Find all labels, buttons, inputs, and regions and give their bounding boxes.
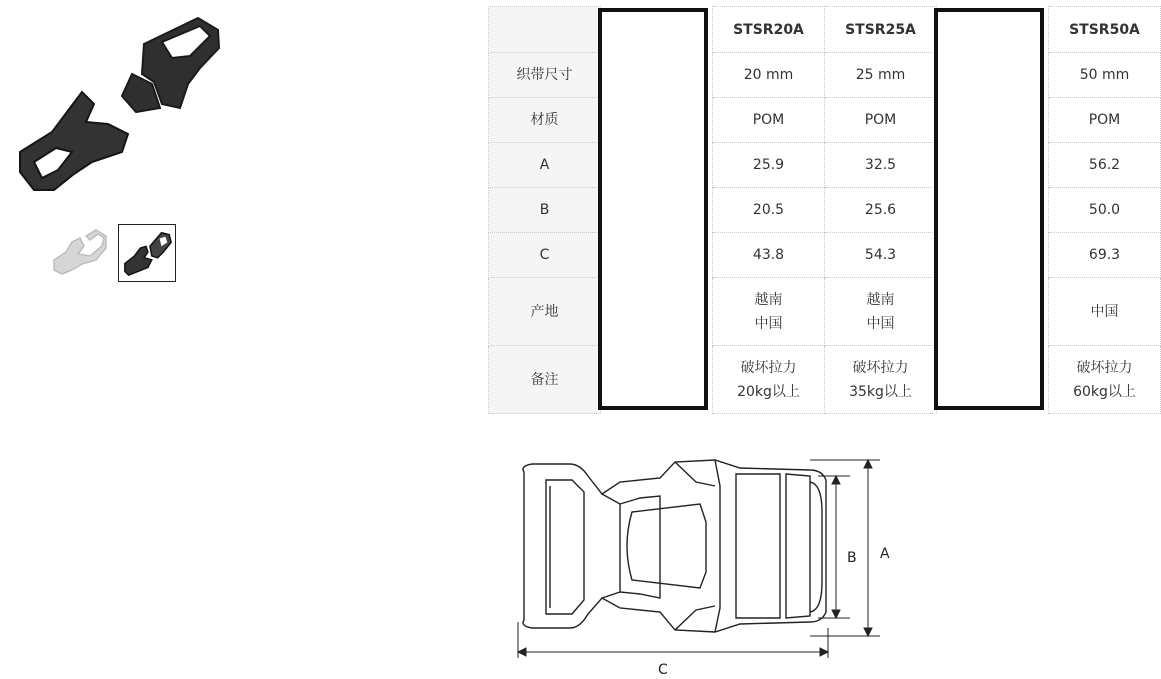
spec-table	[488, 6, 1161, 414]
table-cell: 50 mm	[1049, 53, 1161, 98]
table-row	[489, 346, 1161, 414]
table-cell	[937, 233, 1049, 278]
table-cell: POM	[825, 98, 937, 143]
thumbnail-1[interactable]	[50, 224, 108, 282]
table-cell: 32.5	[825, 143, 937, 188]
row-label: A	[489, 143, 601, 188]
table-cell	[937, 346, 1049, 414]
table-row	[489, 143, 1161, 188]
table-cell: 43.8	[713, 233, 825, 278]
note-line-2: 20kg以上	[737, 383, 800, 400]
table-cell	[601, 188, 713, 233]
row-label: C	[489, 233, 601, 278]
row-label: 备注	[489, 346, 601, 414]
spec-table-container	[488, 6, 1160, 413]
origin-line-1: 越南	[866, 291, 895, 308]
table-cell	[1049, 346, 1161, 414]
note-line-2: 60kg以上	[1073, 383, 1136, 400]
buckle-outline	[523, 460, 826, 632]
table-header-row	[489, 7, 1161, 53]
table-cell: 25.6	[825, 188, 937, 233]
table-cell	[601, 278, 713, 346]
note-line-1: 破坏拉力	[1076, 359, 1133, 376]
table-cell: 69.3	[1049, 233, 1161, 278]
dimension-label-b: B	[847, 550, 857, 566]
table-cell	[601, 98, 713, 143]
table-row	[489, 278, 1161, 346]
dimension-drawing	[510, 452, 900, 677]
table-cell: 54.3	[825, 233, 937, 278]
table-row	[489, 188, 1161, 233]
table-cell	[937, 278, 1049, 346]
table-row	[489, 53, 1161, 98]
table-cell	[713, 278, 825, 346]
origin-line-1: 中国	[1090, 303, 1119, 320]
header-cell-blank-1	[601, 7, 713, 53]
origin-line-2: 中国	[866, 315, 895, 332]
table-cell	[937, 188, 1049, 233]
table-cell	[825, 346, 937, 414]
row-label: 材质	[489, 98, 601, 143]
row-label: 产地	[489, 278, 601, 346]
note-line-1: 破坏拉力	[852, 359, 909, 376]
table-row	[489, 233, 1161, 278]
table-cell: 20 mm	[713, 53, 825, 98]
header-cell-stsr25a: STSR25A	[825, 7, 937, 53]
table-cell	[937, 143, 1049, 188]
table-cell	[825, 278, 937, 346]
table-cell	[937, 98, 1049, 143]
buckle-thumbnail-icon	[119, 225, 175, 281]
table-cell: 25 mm	[825, 53, 937, 98]
table-cell	[713, 346, 825, 414]
table-cell: 50.0	[1049, 188, 1161, 233]
table-cell: 20.5	[713, 188, 825, 233]
note-line-2: 35kg以上	[849, 383, 912, 400]
buckle-thumbnail-icon	[50, 224, 108, 282]
buckle-male-part	[20, 92, 128, 190]
table-cell	[1049, 278, 1161, 346]
main-product-image	[12, 12, 232, 202]
origin-line-1: 越南	[754, 291, 783, 308]
header-cell-stsr50a: STSR50A	[1049, 7, 1161, 53]
header-cell-stsr20a: STSR20A	[713, 7, 825, 53]
dimension-label-c: C	[658, 662, 668, 677]
dimension-label-a: A	[880, 546, 890, 562]
table-cell: POM	[1049, 98, 1161, 143]
origin-line-2: 中国	[754, 315, 783, 332]
table-cell: 56.2	[1049, 143, 1161, 188]
thumbnail-2-selected[interactable]	[118, 224, 176, 282]
table-cell	[601, 53, 713, 98]
table-cell	[601, 143, 713, 188]
row-label: B	[489, 188, 601, 233]
row-label: 织带尺寸	[489, 53, 601, 98]
table-cell: POM	[713, 98, 825, 143]
header-cell-blank-2	[937, 7, 1049, 53]
table-cell	[937, 53, 1049, 98]
table-row	[489, 98, 1161, 143]
note-line-1: 破坏拉力	[740, 359, 797, 376]
header-corner-cell	[489, 7, 601, 53]
table-cell: 25.9	[713, 143, 825, 188]
table-cell	[601, 346, 713, 414]
table-cell	[601, 233, 713, 278]
